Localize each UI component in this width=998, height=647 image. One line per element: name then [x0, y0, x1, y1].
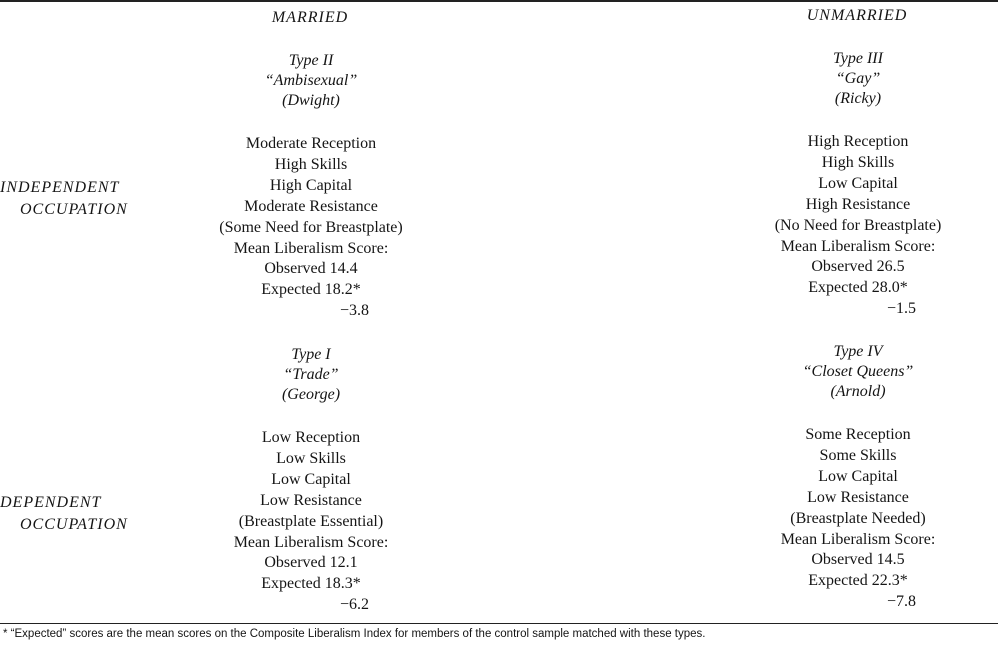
type-title: Type I: [291, 346, 331, 363]
attribute-line: Mean Liberalism Score:: [780, 530, 936, 548]
type-title: Type II: [288, 52, 334, 69]
type-name: (Dwight): [282, 92, 340, 109]
observed-score: Observed 14.5: [811, 551, 905, 569]
attribute-line: Low Capital: [271, 470, 351, 488]
attribute-line: Mean Liberalism Score:: [780, 237, 936, 255]
attribute-line: Some Reception: [805, 426, 911, 443]
attribute-line: High Skills: [274, 155, 348, 173]
attribute-line: (Some Need for Breastplate): [219, 218, 403, 236]
attribute-line: Mean Liberalism Score:: [233, 239, 389, 257]
attribute-line: Some Skills: [819, 446, 897, 464]
row-header-line: INDEPENDENT: [0, 179, 120, 196]
row-header-line: OCCUPATION: [20, 516, 128, 533]
top-rule: [0, 0, 998, 2]
row-header-line: DEPENDENT: [0, 494, 102, 511]
attribute-line: Moderate Resistance: [244, 197, 378, 215]
row-header-line: OCCUPATION: [20, 201, 128, 218]
type-label: “Closet Queens”: [802, 363, 914, 380]
expected-score: Expected 18.3*: [261, 575, 361, 593]
cell-type-iii: [728, 49, 988, 320]
type-name: (Ricky): [834, 90, 882, 107]
expected-score: Expected 18.2*: [261, 281, 361, 299]
attribute-line: High Skills: [821, 153, 895, 171]
type-name: (George): [281, 386, 341, 403]
attribute-line: Low Capital: [818, 467, 898, 485]
type-title: Type IV: [833, 343, 883, 360]
attribute-line: Low Capital: [818, 174, 898, 192]
cell-type-ii: [181, 51, 441, 322]
score-difference: −3.8: [339, 302, 369, 320]
row-header-dependent: [0, 492, 160, 536]
type-label: “Ambisexual”: [264, 72, 358, 89]
attribute-line: High Capital: [269, 176, 353, 194]
attribute-line: (Breastplate Needed): [790, 509, 926, 527]
score-difference: −7.8: [886, 593, 916, 611]
observed-score: Observed 26.5: [811, 258, 905, 276]
attribute-line: High Resistance: [805, 195, 911, 213]
score-difference: −6.2: [339, 596, 369, 614]
footnote: * “Expected” scores are the mean scores on the Composite Liberalism Index for members of the control sample matched with these types.: [3, 628, 706, 640]
type-label: “Gay”: [835, 70, 881, 87]
type-label: “Trade”: [283, 366, 339, 383]
column-header-married: MARRIED: [271, 9, 349, 26]
attribute-line: Low Resistance: [807, 488, 909, 506]
type-name: (Arnold): [830, 383, 886, 400]
attribute-line: (No Need for Breastplate): [774, 216, 942, 234]
observed-score: Observed 12.1: [264, 554, 358, 572]
expected-score: Expected 22.3*: [808, 572, 908, 590]
score-difference: −1.5: [886, 300, 916, 318]
attribute-line: Mean Liberalism Score:: [233, 533, 389, 551]
type-title: Type III: [833, 50, 883, 67]
attribute-line: Low Reception: [261, 429, 361, 446]
expected-score: Expected 28.0*: [808, 279, 908, 297]
attribute-line: High Reception: [807, 133, 909, 150]
attribute-line: Low Resistance: [260, 491, 362, 509]
row-header-independent: [0, 177, 160, 221]
observed-score: Observed 14.4: [264, 260, 358, 278]
column-header-unmarried: UNMARRIED: [806, 7, 908, 24]
bottom-rule: [0, 623, 998, 624]
attribute-line: Low Skills: [276, 449, 346, 467]
attribute-line: (Breastplate Essential): [238, 512, 384, 530]
attribute-line: Moderate Reception: [245, 135, 377, 152]
cell-type-i: [181, 345, 441, 616]
cell-type-iv: [728, 342, 988, 613]
